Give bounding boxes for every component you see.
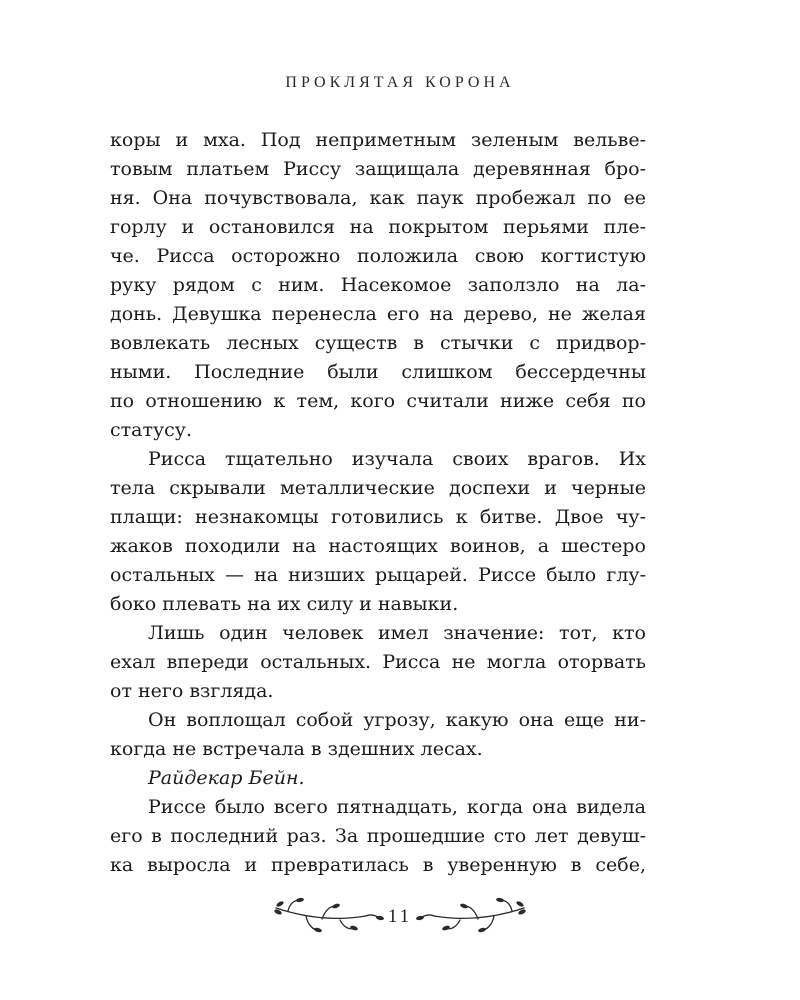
text-line: жаков походили на настоящих воинов, а шестеро xyxy=(110,535,646,557)
text-line: ня. Она почувствовала, как паук пробежал по ее xyxy=(110,187,646,209)
leaf-branch-icon xyxy=(410,894,530,938)
text-line: боко плевать на их силу и навыки. xyxy=(110,593,459,615)
text-line: товым платьем Риссу защищала деревянная бро- xyxy=(110,158,646,180)
text-line: остальных — на низших рыцарей. Риссе было глу- xyxy=(110,564,646,586)
text-line: ехал впереди остальных. Рисса не могла оторвать xyxy=(110,651,646,673)
text-line: вовлекать лесных существ в стычки с придвор- xyxy=(110,332,646,354)
text-line: донь. Девушка перенесла его на дерево, не желая xyxy=(110,303,646,325)
running-head: ПРОКЛЯТАЯ КОРОНА xyxy=(285,74,515,91)
text-line: Лишь один человек имел значение: тот, кто xyxy=(148,622,646,644)
text-line: от него взгляда. xyxy=(110,680,274,702)
text-line: руку рядом с ним. Насекомое заползло на ла- xyxy=(110,274,646,296)
text-line: че. Рисса осторожно положила свою когтистую xyxy=(110,245,646,267)
text-line: тела скрывали металлические доспехи и черные xyxy=(110,477,646,499)
text-line: когда не встречала в здешних лесах. xyxy=(110,738,483,760)
body-text xyxy=(110,126,646,880)
page-footer xyxy=(0,894,800,938)
page-number: 11 xyxy=(387,906,413,927)
text-line: Райдекар Бейн. xyxy=(148,767,305,789)
text-line: ными. Последние были слишком бессердечны xyxy=(110,361,646,383)
text-line: Рисса тщательно изучала своих врагов. Их xyxy=(148,448,646,470)
text-line: плащи: незнакомцы готовились к битве. Двое чу- xyxy=(110,506,646,528)
text-line: его в последний раз. За прошедшие сто лет девуш- xyxy=(110,825,646,847)
text-line: горлу и остановился на покрытом перьями пле- xyxy=(110,216,646,238)
text-line: Риссе было всего пятнадцать, когда она видела xyxy=(148,796,646,818)
text-line: ка выросла и превратилась в уверенную в себе, xyxy=(110,854,646,876)
text-line: Он воплощал собой угрозу, какую она еще ни- xyxy=(148,709,646,731)
text-line: коры и мха. Под неприметным зеленым вельве- xyxy=(110,129,646,151)
text-line: по отношению к тем, кого считали ниже себя по xyxy=(110,390,646,412)
text-line: статусу. xyxy=(110,419,193,441)
